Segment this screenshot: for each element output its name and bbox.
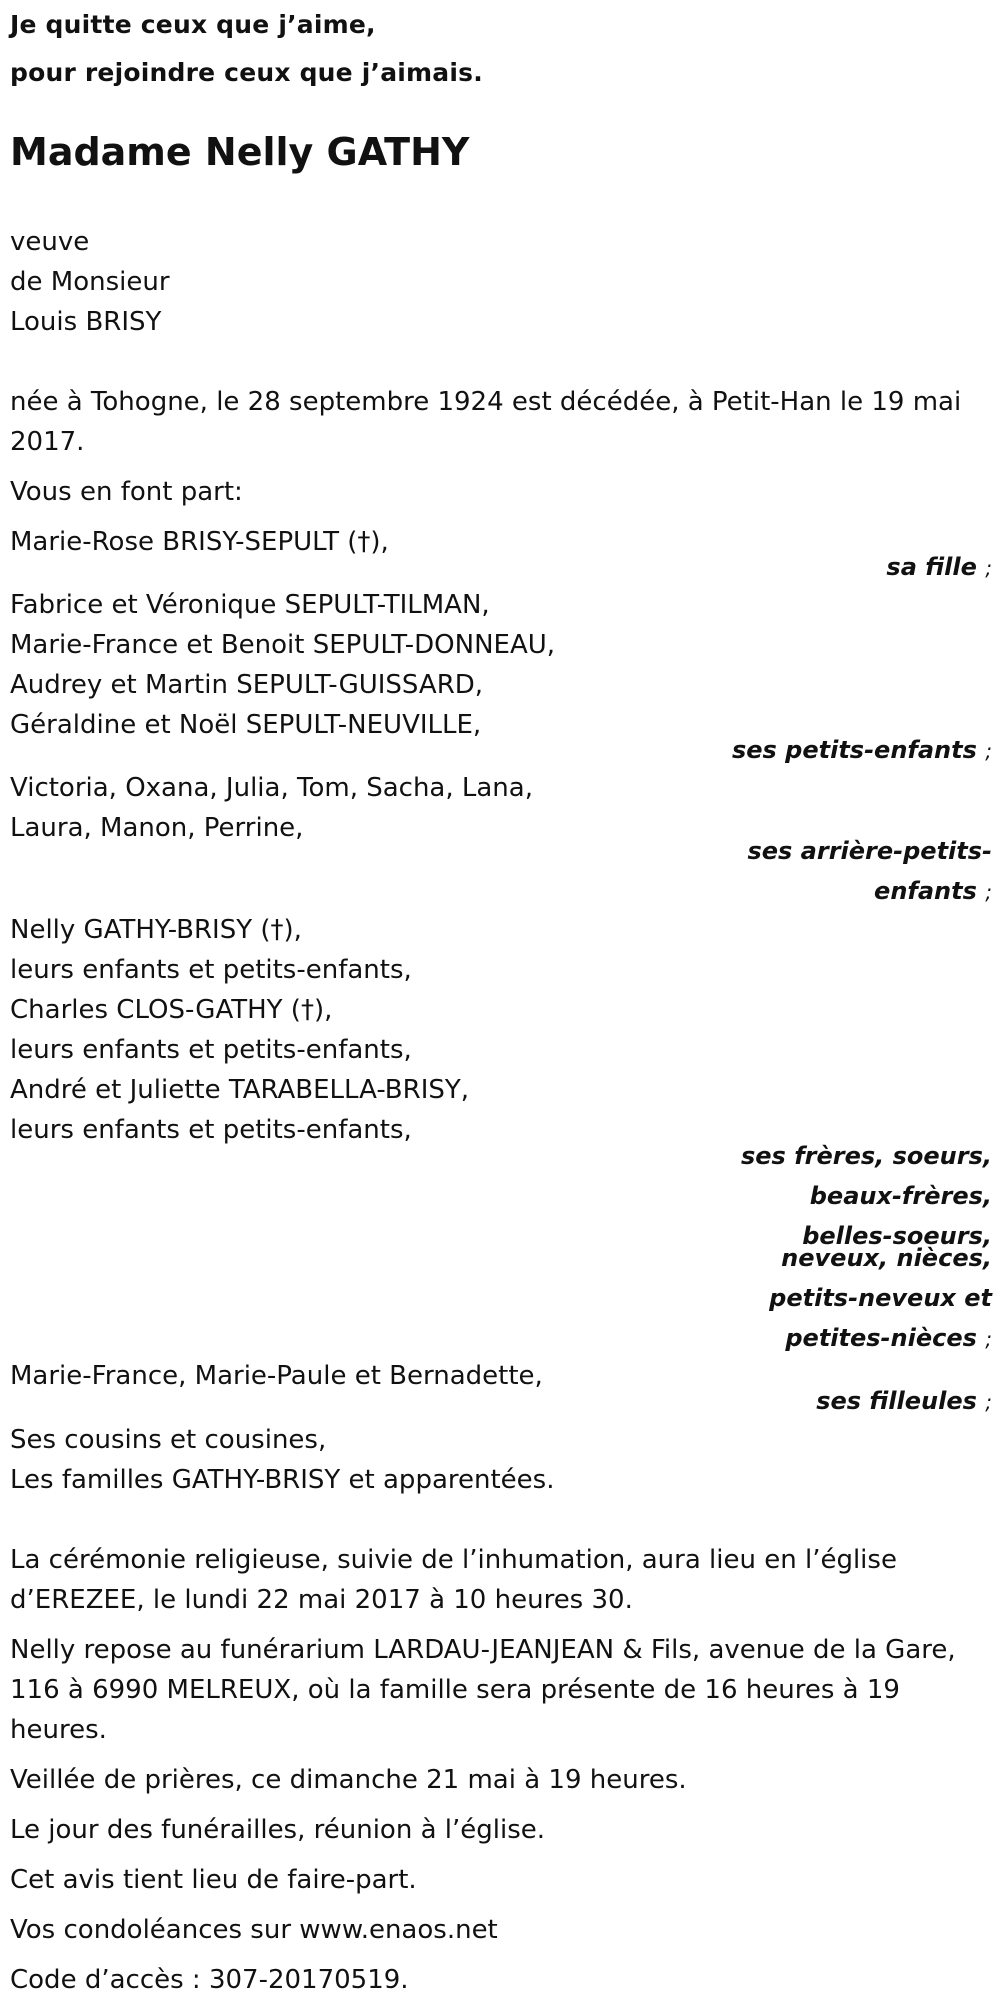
deceased-name: Madame Nelly GATHY	[10, 130, 470, 174]
family-name-line: Ses cousins et cousines,	[10, 1425, 327, 1455]
relation-text: neveux, nièces,	[781, 1244, 992, 1272]
family-name-line: leurs enfants et petits-enfants,	[10, 1115, 412, 1145]
relation-semicolon: ;	[985, 880, 992, 904]
family-name-line: Marie-Rose BRISY-SEPULT (†),	[10, 527, 389, 557]
relation-label	[747, 837, 992, 865]
ceremony-line: d’EREZEE, le lundi 22 mai 2017 à 10 heures 30.	[10, 1585, 633, 1615]
widow-line: veuve	[10, 227, 90, 257]
epigraph-line-2: pour rejoindre ceux que j’aimais.	[10, 58, 483, 87]
relation-text: belles-soeurs,	[802, 1222, 992, 1250]
family-name-line: Audrey et Martin SEPULT-GUISSARD,	[10, 670, 484, 700]
relation-text: ses arrière-petits-	[747, 837, 992, 865]
relation-text: enfants	[874, 877, 977, 905]
relation-label	[886, 553, 992, 581]
family-name-line: leurs enfants et petits-enfants,	[10, 1035, 412, 1065]
relation-label	[781, 1244, 992, 1272]
family-name-line: Les familles GATHY-BRISY et apparentées.	[10, 1465, 555, 1495]
relation-text: ses petits-enfants	[731, 736, 977, 764]
relation-text: sa fille	[886, 553, 977, 581]
widow-line: de Monsieur	[10, 267, 170, 297]
relation-text: beaux-frères,	[809, 1182, 992, 1210]
funeral-day-text: Le jour des funérailles, réunion à l’église.	[10, 1815, 546, 1845]
family-name-line: Marie-France et Benoit SEPULT-DONNEAU,	[10, 630, 556, 660]
intro-text: Vous en font part:	[10, 477, 243, 507]
family-name-line: Victoria, Oxana, Julia, Tom, Sacha, Lana,	[10, 773, 533, 803]
funerarium-line: heures.	[10, 1715, 107, 1745]
relation-label	[816, 1387, 992, 1415]
relation-text: petites-nièces	[785, 1324, 977, 1352]
family-name-line: Nelly GATHY-BRISY (†),	[10, 915, 302, 945]
relation-label	[741, 1142, 992, 1170]
birth-death-line: 2017.	[10, 427, 85, 457]
relation-text: ses frères, soeurs,	[740, 1142, 992, 1170]
family-name-line: Fabrice et Véronique SEPULT-TILMAN,	[10, 590, 490, 620]
funerarium-line: 116 à 6990 MELREUX, où la famille sera présente de 16 heures à 19	[10, 1675, 900, 1705]
family-name-line: Charles CLOS-GATHY (†),	[10, 995, 333, 1025]
relation-semicolon: ;	[985, 556, 992, 580]
notice-text: Cet avis tient lieu de faire-part.	[10, 1865, 417, 1895]
relation-semicolon: ;	[985, 1390, 992, 1414]
relation-text: ses filleules	[816, 1387, 977, 1415]
relation-label	[769, 1284, 992, 1312]
family-name-line: André et Juliette TARABELLA-BRISY,	[10, 1075, 470, 1105]
relation-semicolon: ;	[985, 1327, 992, 1351]
family-name-line: leurs enfants et petits-enfants,	[10, 955, 412, 985]
widow-line: Louis BRISY	[10, 307, 162, 337]
family-name-line: Géraldine et Noël SEPULT-NEUVILLE,	[10, 710, 482, 740]
epigraph-line-1: Je quitte ceux que j’aime,	[10, 10, 376, 39]
relation-label	[874, 877, 992, 905]
relation-label	[785, 1324, 992, 1352]
vigil-text: Veillée de prières, ce dimanche 21 mai à 19 heures.	[10, 1765, 687, 1795]
family-name-line: Marie-France, Marie-Paule et Bernadette,	[10, 1361, 543, 1391]
family-name-line: Laura, Manon, Perrine,	[10, 813, 304, 843]
relation-text: petits-neveux et	[769, 1284, 992, 1312]
condolences-text: Vos condoléances sur www.enaos.net	[10, 1915, 498, 1945]
access-code-text: Code d’accès : 307-20170519.	[10, 1965, 409, 1995]
funerarium-line: Nelly repose au funérarium LARDAU-JEANJEAN & Fils, avenue de la Gare,	[10, 1635, 956, 1665]
relation-semicolon: ;	[985, 739, 992, 763]
ceremony-line: La cérémonie religieuse, suivie de l’inhumation, aura lieu en l’église	[10, 1545, 897, 1575]
relation-label	[810, 1182, 992, 1210]
birth-death-line: née à Tohogne, le 28 septembre 1924 est décédée, à Petit-Han le 19 mai	[10, 387, 962, 417]
relation-label	[732, 736, 992, 764]
